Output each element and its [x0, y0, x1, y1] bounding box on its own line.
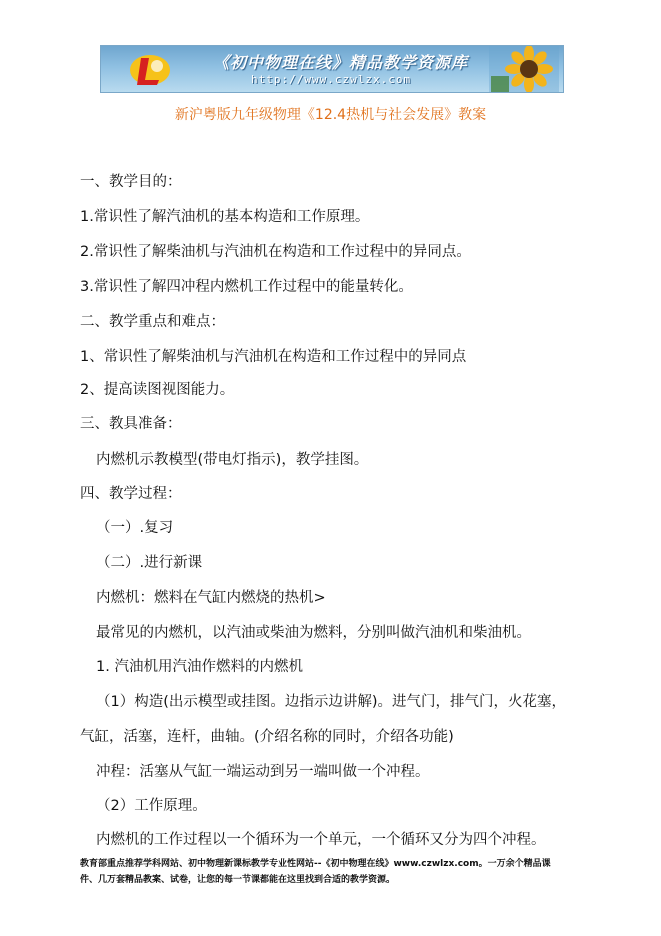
section-heading-key-points: 二、教学重点和难点：	[80, 314, 225, 330]
sunflower-icon	[489, 46, 559, 92]
structure-text: （1）构造(出示模型或挂图。边指示边讲解)。进气门，排气门，火花塞，	[96, 694, 567, 710]
banner-title: 《初中物理在线》精品教学资源库	[213, 53, 469, 72]
objective-item-1: 1.常识性了解汽油机的基本构造和工作原理。	[80, 209, 370, 225]
footer-line-1: 教育部重点推荐学科网站、初中物理新课标教学专业性网站--《初中物理在线》www.czwlzx.com。一万余个精品课	[80, 859, 551, 869]
section-heading-objectives: 一、教学目的：	[80, 174, 182, 190]
internal-combustion-definition: 内燃机：燃料在气缸内燃烧的热机>	[96, 590, 326, 606]
materials-text: 内燃机示教模型(带电灯指示)，教学挂图。	[96, 452, 369, 468]
header-banner	[100, 45, 564, 93]
working-principle-heading: （2）工作原理。	[96, 798, 207, 814]
document-title: 新沪粤版九年级物理《12.4热机与社会发展》教案	[174, 107, 487, 123]
working-cycle-text: 内燃机的工作过程以一个循环为一个单元，一个循环又分为四个冲程。	[96, 832, 546, 848]
process-step-review: （一）.复习	[96, 520, 174, 536]
key-point-item-1: 1、常识性了解柴油机与汽油机在构造和工作过程中的异同点	[80, 349, 467, 365]
engine-types-text: 最常见的内燃机，以汽油或柴油为燃料，分别叫做汽油机和柴油机。	[96, 625, 531, 641]
footer-line-2: 件、几万套精品教案、试卷，让您的每一节课都能在这里找到合适的教学资源。	[80, 875, 396, 885]
objective-item-3: 3.常识性了解四冲程内燃机工作过程中的能量转化。	[80, 279, 413, 295]
objective-item-2: 2.常识性了解柴油机与汽油机在构造和工作过程中的异同点。	[80, 244, 471, 260]
page-footer	[80, 856, 600, 888]
banner-url[interactable]: http://www.czwlzx.com	[251, 73, 412, 86]
section-heading-materials: 三、教具准备：	[80, 416, 182, 432]
stroke-definition: 冲程：活塞从气缸一端运动到另一端叫做一个冲程。	[96, 764, 430, 780]
gasoline-engine-heading: 1. 汽油机用汽油作燃料的内燃机	[96, 659, 303, 675]
site-logo	[127, 50, 173, 88]
section-heading-process: 四、教学过程：	[80, 486, 182, 502]
process-step-new-lesson: （二）.进行新课	[96, 555, 203, 571]
key-point-item-2: 2、提高读图视图能力。	[80, 382, 235, 398]
structure-text-continued: 气缸，活塞，连杆，曲轴。(介绍名称的同时，介绍各功能)	[80, 729, 454, 745]
